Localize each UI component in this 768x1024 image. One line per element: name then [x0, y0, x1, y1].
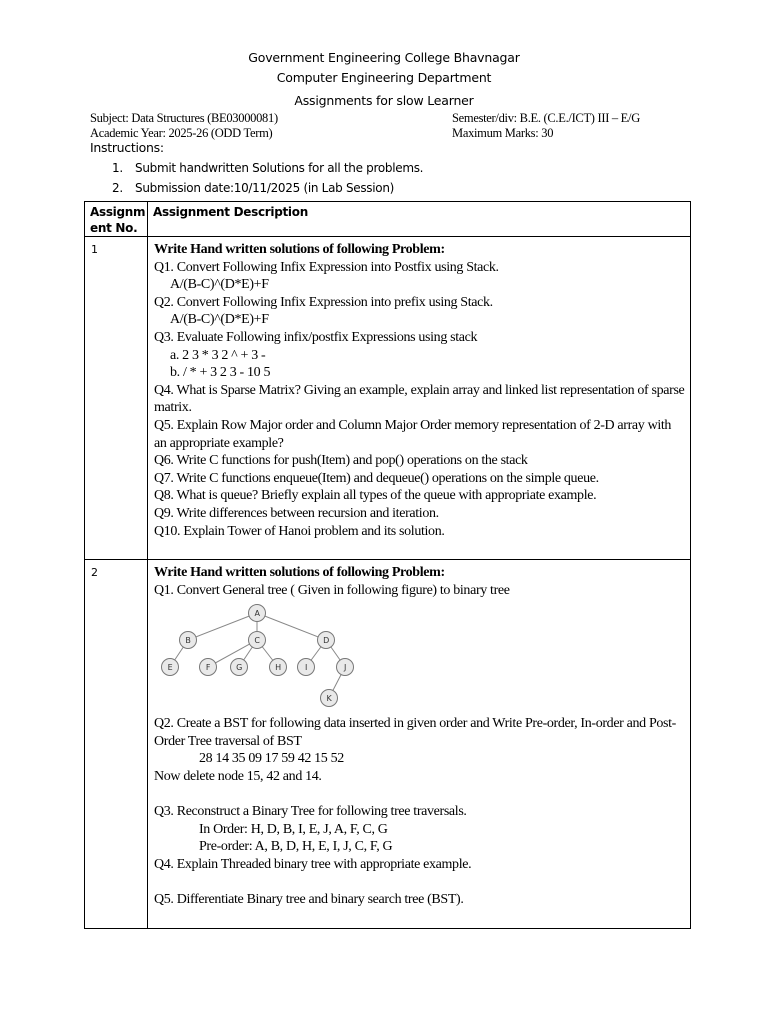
instruction-number: 1. [112, 161, 123, 175]
svg-text:I: I [304, 663, 308, 673]
question-line: Q1. Convert General tree ( Given in following figure) to binary tree [154, 582, 510, 598]
instruction-text: Submission date:10/11/2025 (in Lab Session) [135, 181, 395, 195]
assignment-description [148, 560, 690, 909]
tree-node-a [249, 605, 266, 622]
svg-text:C: C [254, 636, 260, 646]
tree-node-f [200, 659, 217, 676]
assignment-number: 1 [91, 243, 98, 256]
svg-text:A: A [254, 609, 260, 619]
col-header-description: Assignment Description [153, 205, 308, 219]
college-name: Government Engineering College Bhavnagar [248, 50, 520, 65]
svg-text:E: E [167, 663, 173, 673]
spacer [154, 786, 686, 804]
tree-edge [257, 613, 326, 640]
instruction-item [112, 161, 423, 175]
tree-node-b [180, 632, 197, 649]
max-marks-line: Maximum Marks: 30 [452, 126, 554, 140]
header-cell-no [85, 202, 148, 237]
expression-line: A/(B-C)^(D*E)+F [170, 277, 269, 293]
assignment-desc-cell [148, 560, 691, 929]
expression-line: b. / * + 3 2 3 - 10 5 [170, 365, 271, 381]
assignment-no-cell [85, 237, 148, 560]
expression-line: a. 2 3 * 3 2 ^ + 3 - [170, 347, 266, 363]
bst-data-line: 28 14 35 09 17 59 42 15 52 [199, 751, 344, 767]
assignment-description [148, 237, 690, 540]
question-line: Q7. Write C functions enqueue(Item) and dequeue() operations on the simple queue. [154, 470, 599, 486]
question-line: Now delete node 15, 42 and 14. [154, 768, 322, 784]
table-row [85, 237, 691, 560]
general-tree-figure [154, 603, 364, 713]
svg-text:D: D [323, 636, 329, 646]
tree-node-h [270, 659, 287, 676]
tree-node-c [249, 632, 266, 649]
svg-text:J: J [343, 663, 347, 673]
svg-text:G: G [236, 663, 242, 673]
row-heading: Write Hand written solutions of following Problem: [154, 242, 445, 257]
department-name: Computer Engineering Department [276, 70, 492, 85]
tree-node-e [162, 659, 179, 676]
tree-node-j [337, 659, 354, 676]
tree-edges [167, 613, 345, 698]
instruction-text: Submit handwritten Solutions for all the problems. [135, 161, 424, 175]
tree-node-k [321, 690, 338, 707]
svg-text:F: F [205, 663, 211, 673]
semester-line: Semester/div: B.E. (C.E./ICT) III – E/G [452, 111, 640, 125]
academic-year-line: Academic Year: 2025-26 (ODD Term) [90, 126, 273, 140]
header-cell-desc [148, 202, 691, 237]
question-line: Q1. Convert Following Infix Expression into Postfix using Stack. [154, 259, 499, 275]
instructions-title: Instructions: [90, 140, 164, 155]
assignment-no-cell [85, 560, 148, 929]
question-line: Q10. Explain Tower of Hanoi problem and its solution. [154, 523, 445, 539]
expression-line: A/(B-C)^(D*E)+F [170, 312, 269, 328]
question-line: Q5. Differentiate Binary tree and binary search tree (BST). [154, 892, 464, 908]
assignment-desc-cell [148, 237, 691, 560]
traversal-line: Pre-order: A, B, D, H, E, I, J, C, F, G [199, 839, 393, 855]
question-line: Q2. Create a BST for following data inserted in given order and Write Pre-order, In-order and Post-Order Tree traversal of BST [154, 716, 676, 749]
col-header-assignment-no: Assignm ent No. [90, 205, 146, 235]
assignment-number: 2 [91, 566, 98, 579]
tree-node-g [231, 659, 248, 676]
instruction-number: 2. [112, 181, 123, 195]
row-heading: Write Hand written solutions of following Problem: [154, 565, 445, 580]
assignment-table [84, 201, 691, 929]
svg-text:B: B [185, 636, 191, 646]
question-line: Q9. Write differences between recursion and iteration. [154, 505, 439, 521]
question-line: Q5. Explain Row Major order and Column Major Order memory representation of 2-D array with an appropriate example? [154, 417, 672, 451]
tree-node-i [298, 659, 315, 676]
spacer [154, 874, 686, 892]
tree-edge [188, 613, 257, 640]
question-line: Q8. What is queue? Briefly explain all types of the queue with appropriate example. [154, 488, 597, 504]
tree-node-d [318, 632, 335, 649]
instruction-item [112, 181, 394, 195]
question-line: Q4. What is Sparse Matrix? Giving an example, explain array and linked list representation of sparse matrix. [154, 382, 685, 416]
svg-text:K: K [326, 694, 332, 704]
table-header-row [85, 202, 691, 237]
document-title: Assignments for slow Learner [294, 93, 474, 108]
question-line: Q3. Reconstruct a Binary Tree for following tree traversals. [154, 804, 467, 820]
table-row [85, 560, 691, 929]
question-line: Q2. Convert Following Infix Expression into prefix using Stack. [154, 294, 493, 310]
subject-line: Subject: Data Structures (BE03000081) [90, 111, 278, 125]
question-line: Q6. Write C functions for push(Item) and pop() operations on the stack [154, 453, 528, 469]
question-line: Q3. Evaluate Following infix/postfix Expressions using stack [154, 329, 478, 345]
question-line: Q4. Explain Threaded binary tree with appropriate example. [154, 856, 472, 872]
svg-text:H: H [275, 663, 281, 673]
traversal-line: In Order: H, D, B, I, E, J, A, F, C, G [199, 821, 388, 837]
